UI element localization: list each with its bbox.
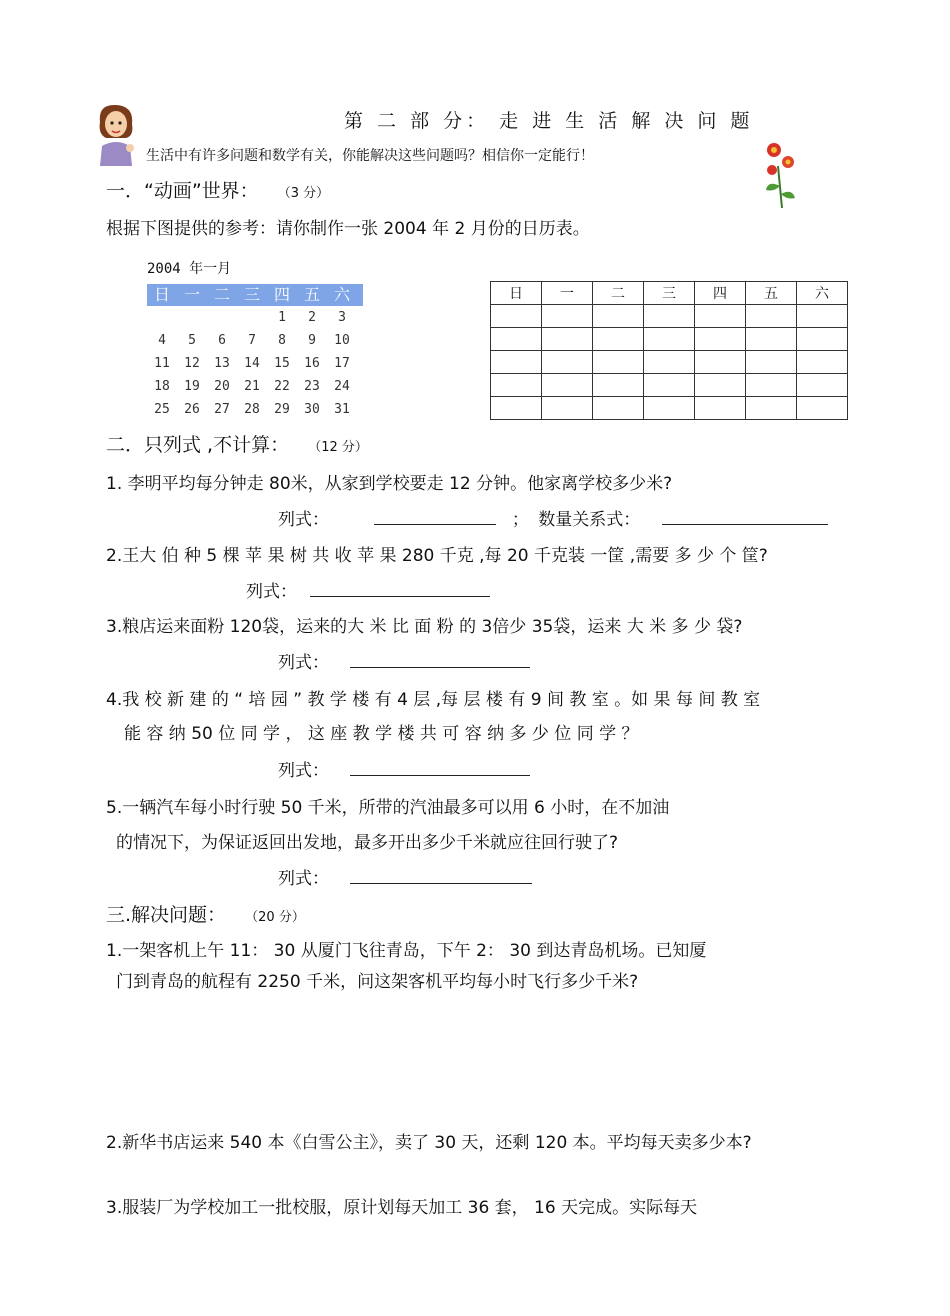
section1-instruction: 根据下图提供的参考：请你制作一张 2004 年 2 月份的日历表。: [106, 219, 590, 239]
blank-calendar-cell[interactable]: [746, 328, 797, 351]
blank-calendar-cell[interactable]: [542, 305, 593, 328]
blank-calendar-cell[interactable]: [695, 397, 746, 420]
reference-calendar-day: 4: [158, 333, 166, 348]
blank-calendar-cell[interactable]: [644, 374, 695, 397]
reference-calendar-day: 28: [244, 402, 260, 417]
weekday-label: 五: [303, 285, 320, 304]
blank-calendar-cell[interactable]: [644, 328, 695, 351]
section3-q3: 3.服装厂为学校加工一批校服，原计划每天加工 36 套， 16 天完成。实际每天: [106, 1198, 698, 1218]
section1-points: （3 分）: [277, 186, 330, 201]
blank-calendar-cell[interactable]: [797, 305, 848, 328]
blank-calendar-cell[interactable]: [644, 305, 695, 328]
blank-calendar-header-cell: 五: [746, 282, 797, 305]
section2-heading: [106, 430, 368, 457]
reference-calendar-day: 13: [214, 356, 230, 371]
reference-calendar-day: 27: [214, 402, 230, 417]
reference-calendar-day: 18: [154, 379, 170, 394]
blank-calendar-week: [491, 305, 848, 328]
section3-q1-line2: 门到青岛的航程有 2250 千米，问这架客机平均每小时飞行多少千米?: [116, 972, 639, 992]
reference-calendar-day: 24: [334, 379, 350, 394]
blank-calendar-week: [491, 328, 848, 351]
reference-calendar-day: 17: [334, 356, 350, 371]
weekday-label: 四: [273, 285, 290, 304]
weekday-label: 三: [243, 285, 260, 304]
reference-calendar-day: 29: [274, 402, 290, 417]
section2-q4-line2: 能 容 纳 50 位 同 学 ， 这 座 教 学 楼 共 可 容 纳 多 少 位 同 学 ？: [124, 724, 639, 744]
blank-calendar-cell[interactable]: [542, 328, 593, 351]
reference-calendar: [147, 258, 363, 421]
section2-q4-answer: [278, 756, 530, 781]
reference-calendar-day: 14: [244, 356, 260, 371]
blank-calendar-cell[interactable]: [593, 374, 644, 397]
blank-calendar-header-cell: 四: [695, 282, 746, 305]
section2-q2: 2.王大 伯 种 5 棵 苹 果 树 共 收 苹 果 280 千克 ,每 20 千克装 一筐 ,需要 多 少 个 筐?: [106, 546, 768, 566]
answer-label: 列式：: [278, 869, 329, 889]
section2-q5-line1: 5.一辆汽车每小时行驶 50 千米，所带的汽油最多可以用 6 小时，在不加油: [106, 798, 670, 818]
section2-q5-answer: [278, 864, 532, 889]
blank-calendar-cell[interactable]: [593, 328, 644, 351]
answer-blank[interactable]: [310, 578, 490, 597]
blank-calendar-cell[interactable]: [797, 397, 848, 420]
blank-calendar-cell[interactable]: [593, 397, 644, 420]
section2-points: （12 分）: [308, 440, 368, 455]
section1-title: 一．“动画”世界：: [106, 180, 259, 202]
blank-calendar-cell[interactable]: [746, 374, 797, 397]
blank-calendar-header-cell: 二: [593, 282, 644, 305]
reference-calendar-day: 12: [184, 356, 200, 371]
blank-calendar-cell[interactable]: [746, 305, 797, 328]
blank-calendar-week: [491, 397, 848, 420]
answer-label: 列式：: [278, 653, 329, 673]
blank-calendar-cell[interactable]: [797, 374, 848, 397]
page-title: 第 二 部 分： 走 进 生 活 解 决 问 题: [344, 110, 754, 132]
reference-calendar-day: 3: [338, 310, 346, 325]
reference-calendar-day: 15: [274, 356, 290, 371]
answer-blank[interactable]: [662, 506, 828, 525]
section3-title: 三.解决问题：: [106, 904, 227, 926]
reference-calendar-day: 30: [304, 402, 320, 417]
reference-calendar-day: 9: [308, 333, 316, 348]
reference-calendar-day: 1: [278, 310, 286, 325]
reference-calendar-day: 6: [218, 333, 226, 348]
blank-calendar-cell[interactable]: [491, 397, 542, 420]
section2-q5-line2: 的情况下，为保证返回出发地，最多开出多少千米就应往回行驶了?: [116, 833, 619, 853]
blank-calendar-cell[interactable]: [593, 305, 644, 328]
blank-calendar-cell[interactable]: [491, 328, 542, 351]
blank-calendar-cell[interactable]: [746, 397, 797, 420]
blank-calendar-cell[interactable]: [542, 351, 593, 374]
answer-blank[interactable]: [350, 649, 530, 668]
answer-label: 列式：: [278, 510, 329, 530]
reference-calendar-day: [147, 306, 177, 329]
reference-calendar-day: 11: [154, 356, 170, 371]
answer-label: 列式：: [278, 761, 329, 781]
reference-calendar-caption: 2004 年一月: [147, 261, 232, 277]
weekday-label: 一: [183, 285, 200, 304]
reference-calendar-week: [147, 306, 363, 329]
answer-label: 列式：: [246, 582, 297, 602]
reference-calendar-day: 20: [214, 379, 230, 394]
section2-q3-answer: [278, 648, 530, 673]
reference-calendar-day: 21: [244, 379, 260, 394]
reference-calendar-day: 16: [304, 356, 320, 371]
reference-calendar-day: 31: [334, 402, 350, 417]
answer-label: 数量关系式：: [538, 510, 641, 530]
weekday-label: 日: [153, 285, 170, 304]
section2-q1: 1. 李明平均每分钟走 80米，从家到学校要走 12 分钟。他家离学校多少米?: [106, 474, 673, 494]
blank-calendar-header-cell: 三: [644, 282, 695, 305]
blank-calendar-header-row: [491, 282, 848, 305]
blank-calendar-body: [491, 305, 848, 420]
reference-calendar-week: [147, 398, 363, 421]
reference-calendar-day: [177, 306, 207, 329]
flower-icon: [760, 136, 800, 210]
section1-heading: [106, 176, 329, 203]
blank-calendar-cell[interactable]: [695, 351, 746, 374]
answer-blank[interactable]: [350, 757, 530, 776]
blank-calendar-cell[interactable]: [695, 328, 746, 351]
blank-calendar-cell[interactable]: [644, 397, 695, 420]
blank-calendar-cell[interactable]: [695, 374, 746, 397]
section3-points: （20 分）: [245, 910, 305, 925]
section2-q4-line1: 4.我 校 新 建 的 “ 培 园 ” 教 学 楼 有 4 层 ,每 层 楼 有 9 间 教 室 。如 果 每 间 教 室: [106, 690, 761, 710]
answer-blank[interactable]: [350, 865, 532, 884]
blank-calendar-cell[interactable]: [797, 328, 848, 351]
section2-title: 二．只列式 ,不计算：: [106, 434, 290, 456]
section2-q3: 3.粮店运来面粉 120袋，运来的大 米 比 面 粉 的 3倍少 35袋，运来 大 米 多 少 袋?: [106, 617, 743, 637]
weekday-label: 二: [213, 285, 230, 304]
section2-q1-answer: [278, 505, 828, 530]
answer-blank[interactable]: [374, 506, 496, 525]
reference-calendar-week: [147, 375, 363, 398]
reference-calendar-day: 8: [278, 333, 286, 348]
reference-calendar-week: [147, 329, 363, 352]
reference-calendar-day: 25: [154, 402, 170, 417]
blank-calendar-cell[interactable]: [746, 351, 797, 374]
section2-q2-answer: [246, 577, 490, 602]
teacher-cartoon-icon: [92, 102, 140, 166]
reference-calendar-day: 23: [304, 379, 320, 394]
reference-calendar-day: 7: [248, 333, 256, 348]
blank-calendar-cell[interactable]: [542, 374, 593, 397]
blank-calendar-cell[interactable]: [491, 351, 542, 374]
blank-calendar-cell[interactable]: [593, 351, 644, 374]
intro-text: 生活中有许多问题和数学有关，你能解决这些问题吗？相信你一定能行！: [146, 148, 594, 164]
answer-separator: ；: [511, 510, 529, 530]
blank-calendar-header-cell: 一: [542, 282, 593, 305]
section3-q1-line1: 1.一架客机上午 11： 30 从厦门飞往青岛，下午 2： 30 到达青岛机场。已知厦: [106, 941, 707, 961]
blank-calendar-cell[interactable]: [491, 305, 542, 328]
reference-calendar-day: 5: [188, 333, 196, 348]
blank-calendar-cell[interactable]: [491, 374, 542, 397]
blank-calendar-week: [491, 374, 848, 397]
section3-heading: [106, 900, 305, 927]
blank-calendar-header-cell: 日: [491, 282, 542, 305]
blank-calendar-cell[interactable]: [644, 351, 695, 374]
reference-calendar-week: [147, 352, 363, 375]
blank-calendar-table: [490, 281, 848, 420]
section3-q2: 2.新华书店运来 540 本《白雪公主》，卖了 30 天，还剩 120 本。平均每天卖多少本?: [106, 1133, 752, 1153]
reference-calendar-body: [147, 306, 363, 421]
weekday-label: 六: [333, 285, 350, 304]
reference-calendar-day: 19: [184, 379, 200, 394]
reference-calendar-day: 26: [184, 402, 200, 417]
reference-calendar-day: [237, 306, 267, 329]
reference-calendar-day: [207, 306, 237, 329]
blank-calendar-cell[interactable]: [797, 351, 848, 374]
reference-calendar-day: 22: [274, 379, 290, 394]
reference-calendar-day: 10: [334, 333, 350, 348]
blank-calendar-week: [491, 351, 848, 374]
blank-calendar-cell[interactable]: [542, 397, 593, 420]
reference-calendar-header: [147, 284, 363, 306]
reference-calendar-day: 2: [308, 310, 316, 325]
blank-calendar-header-cell: 六: [797, 282, 848, 305]
blank-calendar-cell[interactable]: [695, 305, 746, 328]
